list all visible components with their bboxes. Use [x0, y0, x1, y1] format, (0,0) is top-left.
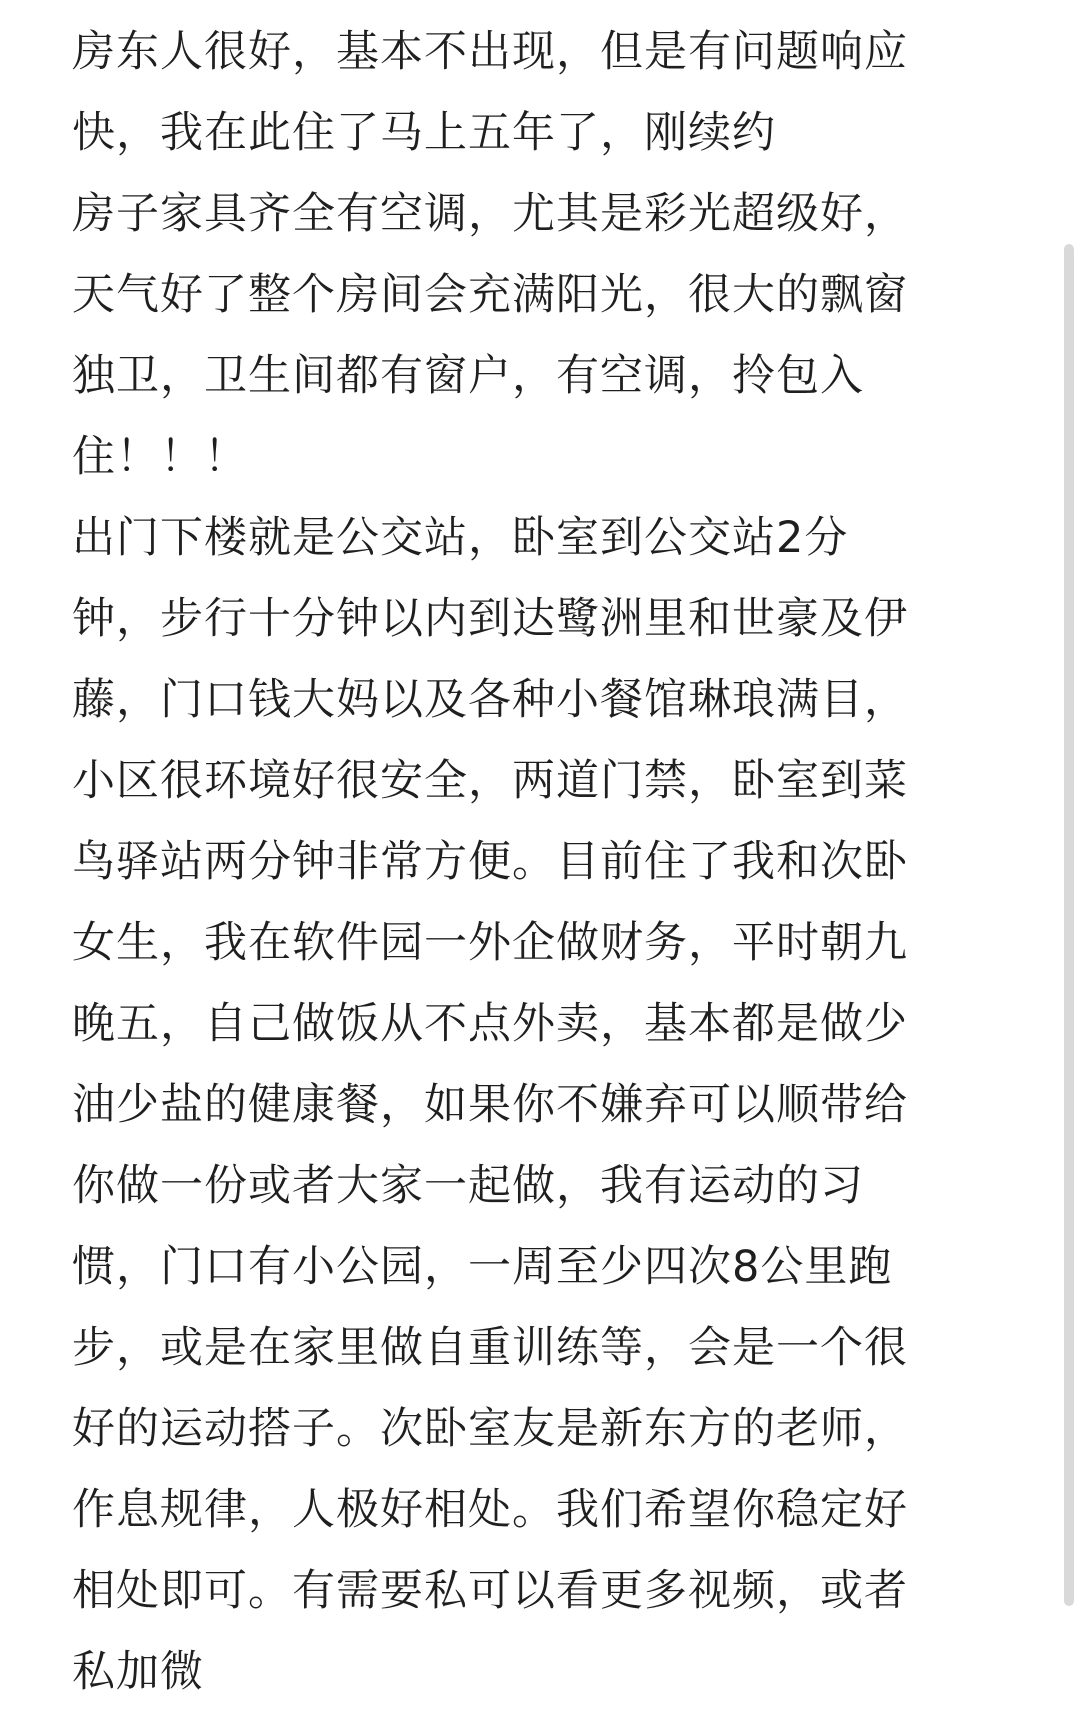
post-line: 住！！！: [72, 432, 248, 482]
post-line: 你做一份或者大家一起做，我有运动的习: [72, 1161, 864, 1211]
post-line: 房东人很好，基本不出现，但是有问题响应: [72, 27, 908, 77]
post-line: 鸟驿站两分钟非常方便。目前住了我和次卧: [72, 837, 908, 887]
post-line: 房子家具齐全有空调，尤其是彩光超级好，: [72, 189, 908, 239]
post-line: 钟，步行十分钟以内到达鹭洲里和世豪及伊: [72, 594, 908, 644]
post-body: [72, 12, 1012, 1713]
post-line: 作息规律，人极好相处。我们希望你稳定好: [72, 1485, 908, 1535]
post-line: 快，我在此住了马上五年了，刚续约: [72, 108, 776, 158]
scrollbar-thumb[interactable]: [1064, 244, 1074, 1606]
post-line: 女生，我在软件园一外企做财务，平时朝九: [72, 918, 908, 968]
post-line: 出门下楼就是公交站，卧室到公交站2分: [72, 513, 849, 563]
post-line: 晚五，自己做饭从不点外卖，基本都是做少: [72, 999, 908, 1049]
post-line: 藤，门口钱大妈以及各种小餐馆琳琅满目，: [72, 675, 908, 725]
post-line: 相处即可。有需要私可以看更多视频，或者: [72, 1566, 908, 1616]
post-line: 油少盐的健康餐，如果你不嫌弃可以顺带给: [72, 1080, 908, 1130]
post-line: 天气好了整个房间会充满阳光，很大的飘窗: [72, 270, 908, 320]
post-line: 步，或是在家里做自重训练等，会是一个很: [72, 1323, 908, 1373]
post-line: 惯，门口有小公园，一周至少四次8公里跑: [72, 1242, 893, 1292]
post-line: 好的运动搭子。次卧室友是新东方的老师，: [72, 1404, 908, 1454]
post-line: 小区很环境好很安全，两道门禁，卧室到菜: [72, 756, 908, 806]
post-line: 独卫，卫生间都有窗户，有空调，拎包入: [72, 351, 864, 401]
post-line: 私加微: [72, 1647, 204, 1697]
